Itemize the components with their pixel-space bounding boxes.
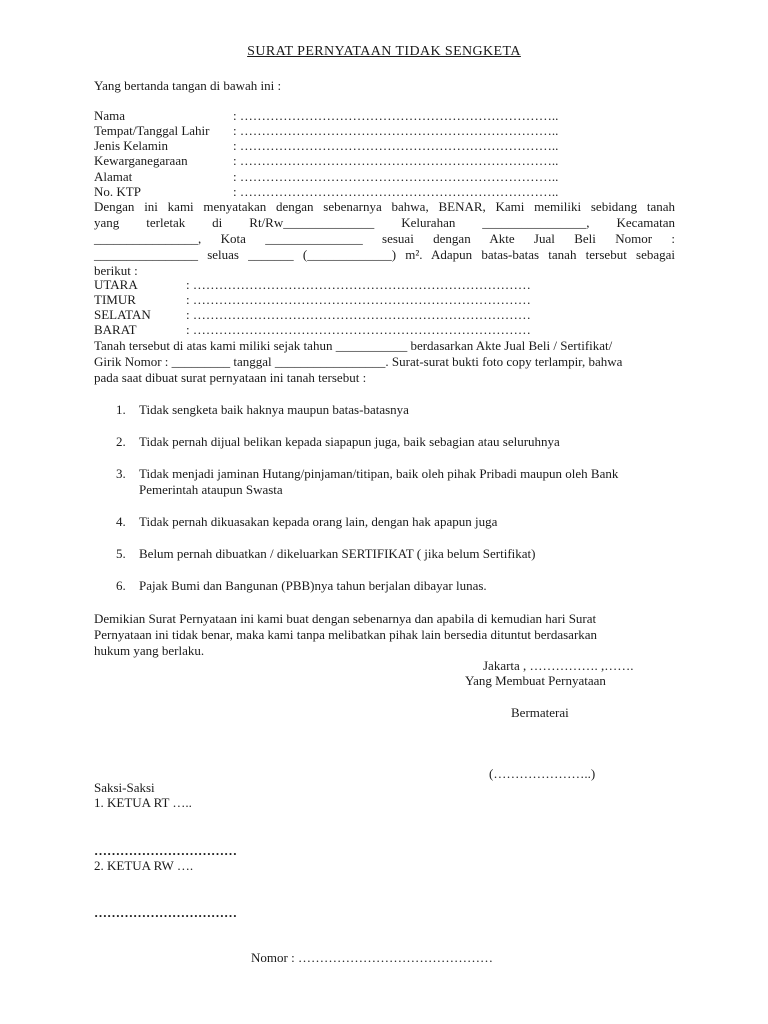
boundary-value: : …………………………………………………………………… (186, 307, 531, 322)
field-row (94, 184, 559, 199)
field-label: No. KTP (94, 184, 141, 199)
ownership-line: pada saat dibuat surat pernyataan ini tanah tersebut : (94, 370, 367, 385)
field-row (94, 123, 559, 138)
field-value: : ……………………………………………………………….. (233, 123, 559, 138)
statement-line: yang terletak di Rt/Rw______________ Kelurahan ________________, Kecamatan (94, 215, 675, 230)
field-row (94, 138, 559, 153)
statement-line: ________________ seluas _______ (_____________) m². Adapun batas-batas tanah tersebut sebagai (94, 247, 675, 262)
field-label: Alamat (94, 169, 133, 184)
boundary-label: BARAT (94, 322, 137, 337)
list-item-text: Tidak pernah dijual belikan kepada siapapun juga, baik sebagian atau seluruhnya (139, 434, 560, 449)
witness-rw-signature: …………………………… (94, 905, 237, 920)
nomor-line: Nomor : ……………………………………… (251, 950, 493, 965)
maker-label: Yang Membuat Pernyataan (465, 673, 606, 688)
field-row (94, 153, 559, 168)
document-title: SURAT PERNYATAAN TIDAK SENGKETA (247, 44, 521, 59)
witness-header: Saksi-Saksi (94, 780, 155, 795)
boundary-row (94, 307, 531, 322)
list-item-text: Pajak Bumi dan Bangunan (PBB)nya tahun berjalan dibayar lunas. (139, 578, 487, 593)
witness-rw-label: 2. KETUA RW …. (94, 858, 194, 873)
ownership-line: Tanah tersebut di atas kami miliki sejak tahun ___________ berdasarkan Akte Jual Beli / Sertifikat/ (94, 338, 613, 353)
list-item-number: 6. (116, 578, 126, 593)
field-value: : ……………………………………………………………….. (233, 169, 559, 184)
signature-name: (…………………..) (489, 766, 596, 781)
closing-line: Demikian Surat Pernyataan ini kami buat dengan sebenarnya dan apabila di kemudian hari Surat (94, 611, 597, 626)
field-value: : ……………………………………………………………….. (233, 153, 559, 168)
closing-line: hukum yang berlaku. (94, 643, 205, 658)
boundary-row (94, 277, 531, 292)
field-value: : ……………………………………………………………….. (233, 138, 559, 153)
field-label: Kewarganegaraan (94, 153, 188, 168)
list-item-text: Pemerintah ataupun Swasta (139, 482, 283, 497)
boundary-row (94, 292, 531, 307)
boundary-value: : …………………………………………………………………… (186, 277, 531, 292)
intro-text: Yang bertanda tangan di bawah ini : (94, 78, 282, 93)
stamp-label: Bermaterai (511, 705, 569, 720)
ownership-line: Girik Nomor : _________ tanggal _________________. Surat-surat bukti foto copy terlampir, bahwa (94, 354, 623, 369)
field-value: : ……………………………………………………………….. (233, 184, 559, 199)
list-item-number: 3. (116, 466, 126, 481)
statement-line: ________________, Kota _______________ sesuai dengan Akte Jual Beli Nomor : (94, 231, 675, 246)
field-label: Tempat/Tanggal Lahir (94, 123, 210, 138)
witness-rt-label: 1. KETUA RT ….. (94, 795, 192, 810)
boundary-value: : …………………………………………………………………… (186, 292, 531, 307)
field-value: : ……………………………………………………………….. (233, 108, 559, 123)
field-label: Jenis Kelamin (94, 138, 169, 153)
boundary-label: TIMUR (94, 292, 136, 307)
list-item-number: 5. (116, 546, 126, 561)
list-item-number: 2. (116, 434, 126, 449)
boundary-label: SELATAN (94, 307, 151, 322)
field-label: Nama (94, 108, 126, 123)
list-item-number: 1. (116, 402, 126, 417)
boundary-label: UTARA (94, 277, 138, 292)
boundary-value: : …………………………………………………………………… (186, 322, 531, 337)
list-item-number: 4. (116, 514, 126, 529)
closing-line: Pernyataan ini tidak benar, maka kami tanpa melibatkan pihak lain bersedia dituntut berdasarkan (94, 627, 598, 642)
list-item-text: Tidak menjadi jaminan Hutang/pinjaman/titipan, baik oleh pihak Pribadi maupun oleh Bank (139, 466, 619, 481)
list-item-text: Tidak sengketa baik haknya maupun batas-batasnya (139, 402, 409, 417)
witness-rt-signature: …………………………… (94, 843, 237, 858)
statement-line: berikut : (94, 263, 138, 278)
field-row (94, 169, 559, 184)
list-item-text: Tidak pernah dikuasakan kepada orang lain, dengan hak apapun juga (139, 514, 498, 529)
list-item-text: Belum pernah dibuatkan / dikeluarkan SERTIFIKAT ( jika belum Sertifikat) (139, 546, 536, 561)
boundary-row (94, 322, 531, 337)
statement-line: Dengan ini kami menyatakan dengan sebenarnya bahwa, BENAR, Kami memiliki sebidang tanah (94, 199, 675, 214)
field-row (94, 108, 559, 123)
place-date: Jakarta , ……………. ,……. (483, 658, 634, 673)
